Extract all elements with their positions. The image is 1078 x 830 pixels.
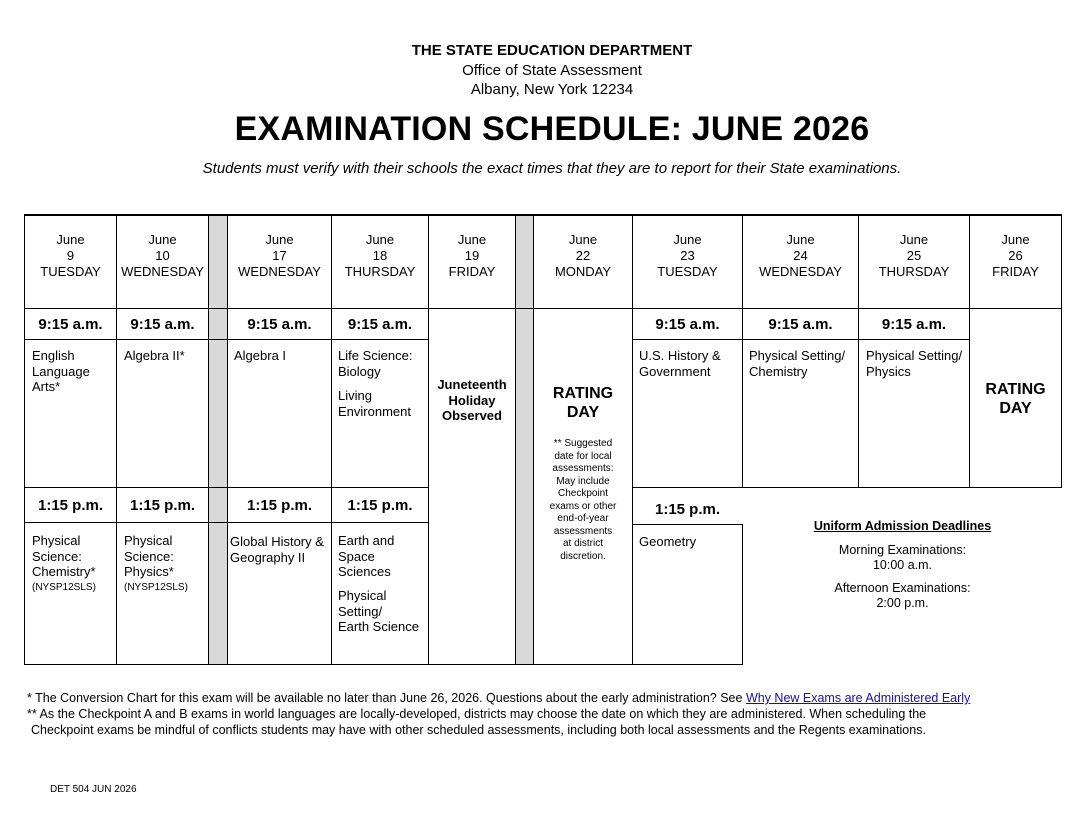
exam-us-history: U.S. History & Government: [639, 348, 721, 379]
why-new-exams-link[interactable]: Why New Exams are Administered Early: [745, 691, 971, 705]
exam-global-history: Global History & Geography II: [230, 534, 324, 565]
day-header: June 17 WEDNESDAY: [238, 232, 321, 279]
office-address: Albany, New York 12234: [470, 81, 634, 98]
rating-day-jun22: RATING DAY: [552, 385, 614, 421]
afternoon-time: 1:15 p.m.: [654, 501, 721, 518]
page-title: EXAMINATION SCHEDULE: JUNE 2026: [234, 110, 870, 148]
footnote-checkpoint-cont: Checkpoint exams be mindful of conflicts students may have with other scheduled assessments, including both local assessments and the Regents examinations.: [31, 723, 926, 737]
day-header: June 18 THURSDAY: [344, 232, 416, 279]
day-header: June 9 TUESDAY: [40, 232, 101, 279]
suggested-date-note: ** Suggested date for local assessments: May include Checkpoint exams or other end-of-year assessments at district discretion.: [549, 438, 617, 562]
morning-time: 9:15 a.m.: [130, 316, 195, 333]
exam-algebra-ii: Algebra II*: [124, 348, 185, 363]
afternoon-time: 1:15 p.m.: [347, 497, 413, 514]
exam-algebra-i: Algebra I: [234, 348, 287, 363]
afternoon-time: 1:15 p.m.: [37, 497, 104, 514]
morning-time: 9:15 a.m.: [768, 316, 833, 333]
exam-english-language-arts: English Language Arts*: [32, 348, 90, 394]
morning-time: 9:15 a.m.: [38, 316, 103, 333]
morning-time: 9:15 a.m.: [247, 316, 312, 333]
rating-day-jun26: RATING DAY: [985, 381, 1046, 417]
juneteenth-holiday: Juneteenth Holiday Observed: [437, 377, 507, 423]
exam-earth-and-space-sciences: Earth and Space Sciences: [338, 533, 395, 579]
exam-physical-science-physics: Physical Science: Physics* (NYSP12SLS): [124, 533, 188, 593]
department-name: THE STATE EDUCATION DEPARTMENT: [411, 42, 693, 59]
exam-chemistry: Physical Setting/ Chemistry: [749, 348, 846, 379]
uniform-admission-deadlines: Uniform Admission Deadlines Morning Examinations: 10:00 a.m. Afternoon Examinations: 2:00 p.m.: [813, 519, 992, 610]
exam-earth-science: Physical Setting/ Earth Science: [338, 588, 419, 634]
exam-physical-science-chemistry: Physical Science: Chemistry* (NYSP12SLS): [32, 533, 96, 593]
exam-physics: Physical Setting/ Physics: [866, 348, 963, 379]
weekend-separator: [515, 215, 533, 665]
footnotes: [27, 690, 1067, 738]
morning-time: 9:15 a.m.: [881, 316, 947, 333]
day-header: June 26 FRIDAY: [992, 232, 1039, 279]
footnote-conversion-chart: * The Conversion Chart for this exam will be available no later than June 26, 2026. Questions about the early administration? See Why New Exams are Administered Early: [27, 691, 971, 705]
day-header: June 22 MONDAY: [554, 232, 612, 279]
week-separator: [209, 215, 227, 665]
exam-life-science-biology: Life Science: Biology: [338, 348, 413, 379]
exam-geometry: Geometry: [639, 534, 697, 549]
afternoon-time: 1:15 p.m.: [129, 497, 196, 514]
page-subtitle: Students must verify with their schools the exact times that they are to report for their State examinations.: [202, 160, 902, 177]
day-header: June 10 WEDNESDAY: [121, 232, 204, 279]
document-code: DET 504 JUN 2026: [50, 784, 137, 795]
day-header: June 23 TUESDAY: [657, 232, 718, 279]
day-header: June 25 THURSDAY: [878, 232, 950, 279]
day-header: June 24 WEDNESDAY: [759, 232, 842, 279]
exam-living-environment: Living Environment: [338, 388, 411, 419]
office-name: Office of State Assessment: [462, 62, 642, 79]
day-header: June 19 FRIDAY: [448, 232, 496, 279]
morning-time: 9:15 a.m.: [347, 316, 413, 333]
morning-time: 9:15 a.m.: [655, 316, 720, 333]
footnote-checkpoint: ** As the Checkpoint A and B exams in world languages are locally-developed, districts may choose the date on which they are administered. When scheduling the: [27, 707, 927, 721]
afternoon-time: 1:15 p.m.: [246, 497, 313, 514]
